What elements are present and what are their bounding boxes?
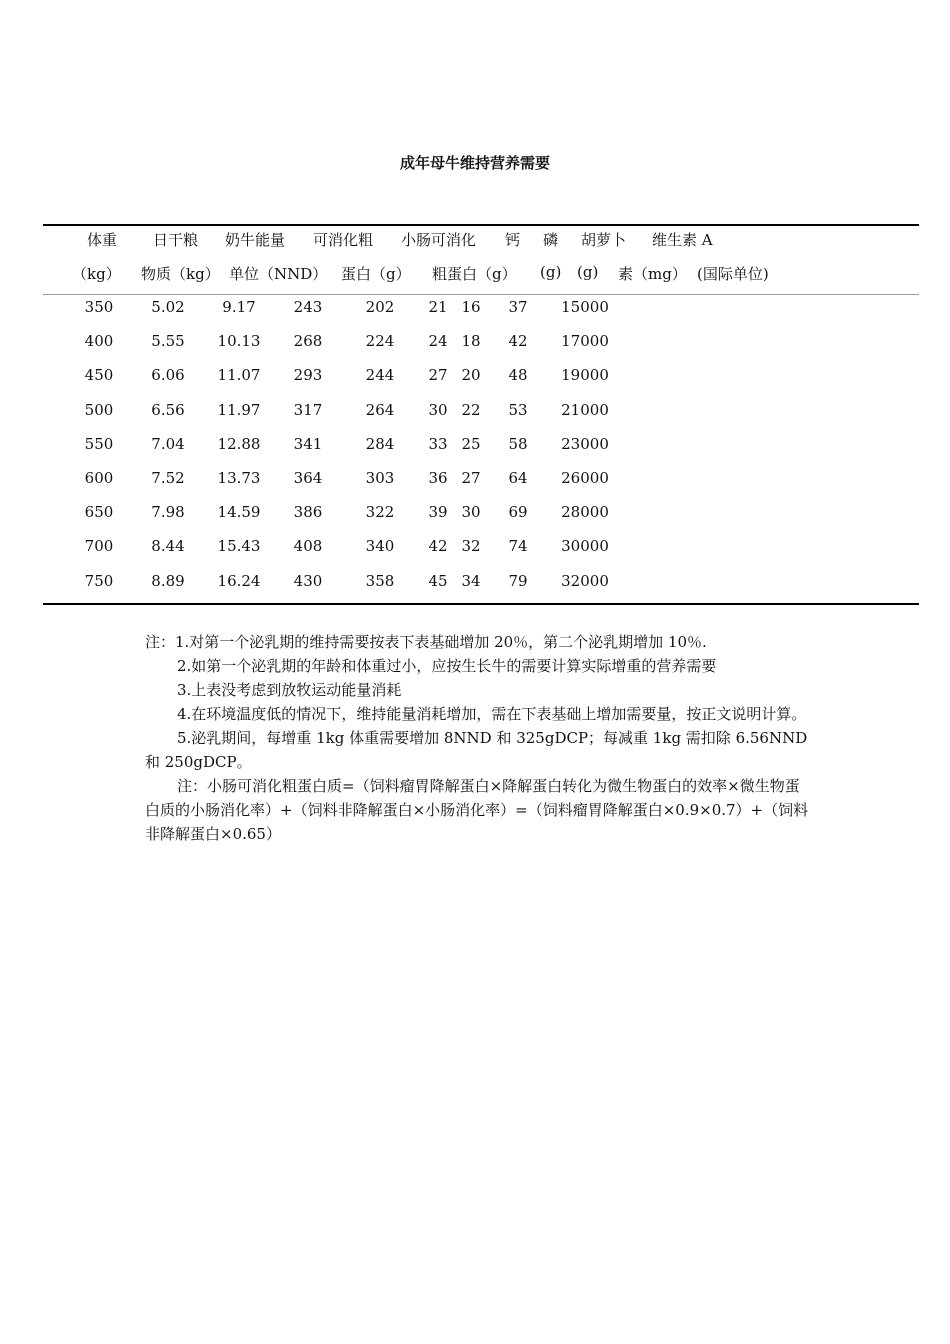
note-3: 3.上表没考虑到放牧运动能量消耗 — [177, 681, 402, 699]
table-cell: 53 — [508, 400, 528, 419]
table-cell: 48 — [508, 366, 528, 385]
table-cell: 27 — [461, 469, 481, 487]
table-cell: 8.89 — [151, 571, 185, 590]
table-cell: 202 — [365, 298, 395, 316]
table-cell: 5.55 — [151, 332, 185, 351]
table-cell: 7.04 — [151, 434, 185, 453]
table-bottom-rule — [43, 603, 919, 605]
header-dry-matter-unit: 物质（kg） — [141, 265, 220, 283]
table-cell: 350 — [84, 298, 114, 316]
table-cell: 7.98 — [151, 503, 185, 522]
table-cell: 11.97 — [217, 400, 261, 419]
table-cell: 39 — [428, 503, 448, 522]
table-cell: 42 — [428, 537, 448, 556]
page-title: 成年母牛维持营养需要 — [399, 154, 550, 172]
table-cell: 15.43 — [217, 537, 261, 556]
table-cell: 700 — [84, 537, 114, 556]
table-cell: 430 — [293, 571, 323, 590]
table-top-rule — [43, 224, 919, 226]
header-energy-unit: 单位（NND） — [229, 265, 328, 283]
table-cell: 64 — [508, 469, 528, 487]
note-4: 4.在环境温度低的情况下，维持能量消耗增加，需在下表基础上增加需要量，按正文说明计算。 — [177, 705, 807, 723]
table-cell: 284 — [365, 434, 395, 453]
table-cell: 268 — [293, 332, 323, 351]
table-cell: 8.44 — [151, 537, 185, 556]
table-cell: 33 — [428, 434, 448, 453]
table-cell: 650 — [84, 503, 114, 522]
table-cell: 30000 — [561, 537, 609, 556]
table-cell: 224 — [365, 332, 395, 351]
table-cell: 293 — [293, 366, 323, 385]
table-cell: 13.73 — [217, 469, 261, 487]
table-cell: 16 — [461, 298, 481, 316]
table-header-rule — [43, 294, 919, 295]
table-cell: 600 — [84, 469, 114, 487]
table-cell: 69 — [508, 503, 528, 522]
header-phosphorus-unit: (g) — [577, 263, 599, 281]
header-weight-unit: （kg） — [72, 265, 121, 283]
table-cell: 6.06 — [151, 366, 185, 385]
table-cell: 30 — [428, 400, 448, 419]
notes-section — [145, 630, 813, 846]
table-cell: 28000 — [561, 503, 609, 522]
table-cell: 26000 — [561, 469, 609, 487]
header-intestinal-protein-unit: 粗蛋白（g） — [432, 265, 517, 283]
header-dry-matter: 日干粮 — [153, 231, 199, 249]
table-cell: 27 — [428, 366, 448, 385]
table-cell: 21000 — [561, 400, 609, 419]
header-dcp: 可消化粗 — [313, 231, 374, 249]
header-carotene-unit: 素（mg） — [618, 265, 687, 283]
table-cell: 10.13 — [217, 332, 261, 351]
header-vitamin-a-unit: (国际单位) — [697, 265, 769, 283]
table-cell: 17000 — [561, 332, 609, 351]
table-cell: 34 — [461, 571, 481, 590]
table-cell: 6.56 — [151, 400, 185, 419]
header-weight: 体重 — [87, 231, 118, 249]
table-cell: 450 — [84, 366, 114, 385]
table-cell: 45 — [428, 571, 448, 590]
table-cell: 23000 — [561, 434, 609, 453]
header-carotene: 胡萝卜 — [581, 231, 627, 249]
table-cell: 58 — [508, 434, 528, 453]
table-cell: 750 — [84, 571, 114, 590]
note-5: 5.泌乳期间，每增重 1kg 体重需要增加 8NND 和 325gDCP；每减重 1kg 需扣除 6.56NND 和 250gDCP。 — [145, 729, 808, 771]
note-formula: 注：小肠可消化粗蛋白质=（饲料瘤胃降解蛋白×降解蛋白转化为微生物蛋白的效率×微生物蛋白质的小肠消化率）+（饲料非降解蛋白×小肠消化率）=（饲料瘤胃降解蛋白×0.9×0.7）+（饲料非降解蛋白×0.65） — [145, 777, 809, 843]
table-cell: 11.07 — [217, 366, 261, 385]
table-cell: 364 — [293, 469, 323, 487]
table-cell: 303 — [365, 469, 395, 487]
table-cell: 79 — [508, 571, 528, 590]
table-cell: 22 — [461, 400, 481, 419]
header-phosphorus: 磷 — [543, 231, 559, 249]
table-cell: 12.88 — [217, 434, 261, 453]
table-cell: 264 — [365, 400, 395, 419]
table-cell: 358 — [365, 571, 395, 590]
table-cell: 386 — [293, 503, 323, 522]
header-dcp-unit: 蛋白（g） — [341, 265, 411, 283]
table-cell: 36 — [428, 469, 448, 487]
table-cell: 408 — [293, 537, 323, 556]
table-cell: 9.17 — [222, 298, 256, 316]
table-cell: 18 — [461, 332, 481, 351]
table-cell: 19000 — [561, 366, 609, 385]
table-cell: 14.59 — [217, 503, 261, 522]
table-cell: 21 — [428, 298, 448, 316]
table-cell: 400 — [84, 332, 114, 351]
table-cell: 42 — [508, 332, 528, 351]
table-cell: 317 — [293, 400, 323, 419]
table-cell: 5.02 — [151, 298, 185, 316]
table-cell: 24 — [428, 332, 448, 351]
table-cell: 74 — [508, 537, 528, 556]
table-cell: 244 — [365, 366, 395, 385]
header-intestinal-protein: 小肠可消化 — [401, 231, 477, 249]
table-cell: 550 — [84, 434, 114, 453]
table-cell: 37 — [508, 298, 528, 316]
note-1: 注：1.对第一个泌乳期的维持需要按表下表基础增加 20％，第二个泌乳期增加 10％. — [145, 633, 707, 651]
table-cell: 15000 — [561, 298, 609, 316]
table-cell: 32 — [461, 537, 481, 556]
table-cell: 322 — [365, 503, 395, 522]
table-cell: 16.24 — [217, 571, 261, 590]
table-cell: 340 — [365, 537, 395, 556]
table-cell: 243 — [293, 298, 323, 316]
table-cell: 30 — [461, 503, 481, 522]
table-cell: 32000 — [561, 571, 609, 590]
table-cell: 341 — [293, 434, 323, 453]
note-2: 2.如第一个泌乳期的年龄和体重过小，应按生长牛的需要计算实际增重的营养需要 — [177, 657, 717, 675]
header-energy: 奶牛能量 — [225, 231, 286, 249]
header-vitamin-a: 维生素 A — [652, 231, 713, 249]
table-cell: 20 — [461, 366, 481, 385]
table-cell: 500 — [84, 400, 114, 419]
header-calcium: 钙 — [505, 231, 521, 249]
table-cell: 7.52 — [151, 469, 185, 487]
table-cell: 25 — [461, 434, 481, 453]
header-calcium-unit: (g) — [540, 263, 562, 281]
